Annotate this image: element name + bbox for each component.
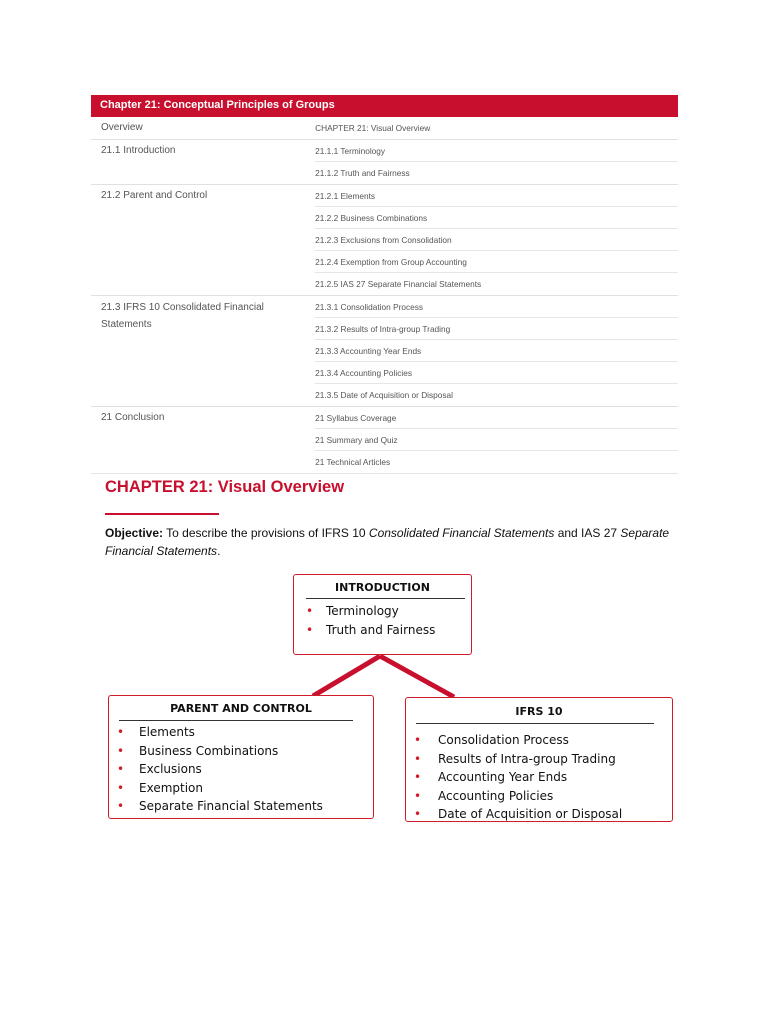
toc-section-title[interactable]: 21.1 Introduction [101,145,176,156]
toc-group-ifrs10 [91,296,678,407]
toc-link[interactable]: 21.3.2 Results of Intra-group Trading [315,318,678,340]
bullet-icon: • [117,725,125,739]
toc-table [91,95,678,474]
list-item-label: Consolidation Process [438,733,569,747]
list-item-label: Accounting Year Ends [438,770,568,785]
list-item [117,723,373,742]
list-item [414,768,672,787]
toc-section-title[interactable]: 21.3 IFRS 10 Consolidated Financial Statements [101,302,264,330]
objective-text: To describe the provisions of IFRS 10 [163,526,369,540]
toc-link[interactable]: 21.2.1 Elements [315,185,678,207]
list-item [414,787,672,806]
parent-control-list [117,723,373,816]
list-item-label: Exclusions [139,762,202,777]
list-item-label: Exemption [139,780,203,795]
objective-text: . [217,544,221,558]
visual-overview-title: CHAPTER 21: Visual Overview [105,478,345,496]
toc-group-parent-control [91,185,678,296]
toc-link[interactable]: 21.2.3 Exclusions from Consolidation [315,229,678,251]
toc-link[interactable]: 21.1.1 Terminology [315,140,678,162]
list-item-label: Date of Acquisition or Disposal [438,807,623,822]
toc-link[interactable]: 21.3.1 Consolidation Process [315,296,678,318]
toc-link[interactable]: 21.3.3 Accounting Year Ends [315,340,678,362]
title-underline [105,513,219,515]
list-item-label: Elements [139,725,195,739]
box-divider [306,598,465,599]
bullet-icon: • [414,807,422,822]
introduction-title: INTRODUCTION [335,581,430,594]
list-item [306,602,471,621]
ifrs10-title: IFRS 10 [515,705,563,718]
toc-group-conclusion [91,407,678,473]
toc-link[interactable]: 21.3.4 Accounting Policies [315,362,678,384]
box-divider [119,720,353,721]
bullet-icon: • [306,604,314,618]
toc-link[interactable]: 21 Summary and Quiz [315,429,678,451]
toc-link[interactable]: 21 Syllabus Coverage [315,407,678,429]
toc-link[interactable]: 21.2.5 IAS 27 Separate Financial Statements [315,279,482,289]
parent-control-box [108,695,374,819]
toc-link[interactable]: 21.1.2 Truth and Fairness [315,168,410,178]
bullet-icon: • [117,743,125,758]
ifrs10-box [405,697,673,822]
toc-section-title[interactable]: Overview [101,122,143,133]
introduction-box [293,574,472,655]
list-item [414,750,672,769]
bullet-icon: • [414,788,422,803]
toc-link[interactable]: 21.3.5 Date of Acquisition or Disposal [315,390,454,400]
objective-paragraph [105,524,675,560]
parent-control-title: PARENT AND CONTROL [170,702,312,715]
toc-link[interactable]: 21.2.4 Exemption from Group Accounting [315,251,678,273]
objective-standard-title: Consolidated Financial Statements [368,526,555,540]
list-item [414,731,672,750]
list-item-label: Separate Financial Statements [139,799,323,814]
bullet-icon: • [414,733,422,747]
toc-group-overview [91,117,678,140]
objective-standard-title: Separate Financial Statements [105,526,670,558]
list-item-label: Truth and Fairness [326,622,436,637]
objective-label: Objective: [105,526,164,540]
toc-group-introduction [91,140,678,185]
list-item-label: Business Combinations [139,743,279,758]
connector-line-left [313,656,380,696]
ifrs10-list [414,731,672,824]
list-item [306,621,471,640]
list-item-label: Terminology [326,604,399,618]
objective-text: and IAS 27 [554,526,621,540]
toc-link[interactable]: CHAPTER 21: Visual Overview [315,123,431,133]
bullet-icon: • [306,622,314,637]
bullet-icon: • [117,762,125,777]
list-item-label: Accounting Policies [438,788,554,803]
list-item [117,760,373,779]
list-item [117,797,373,816]
box-divider [416,723,654,724]
list-item-label: Results of Intra-group Trading [438,751,616,766]
toc-link[interactable]: 21.2.2 Business Combinations [315,207,678,229]
connector-line-right [380,656,454,697]
list-item [117,779,373,798]
bullet-icon: • [414,770,422,785]
bullet-icon: • [117,799,125,814]
toc-header: Chapter 21: Conceptual Principles of Groups [91,95,678,117]
list-item [117,742,373,761]
toc-link[interactable]: 21 Technical Articles [315,457,391,467]
bullet-icon: • [414,751,422,766]
toc-section-title[interactable]: 21 Conclusion [101,412,165,423]
list-item [414,805,672,824]
introduction-list [306,602,471,639]
bullet-icon: • [117,780,125,795]
toc-section-title[interactable]: 21.2 Parent and Control [101,190,208,201]
